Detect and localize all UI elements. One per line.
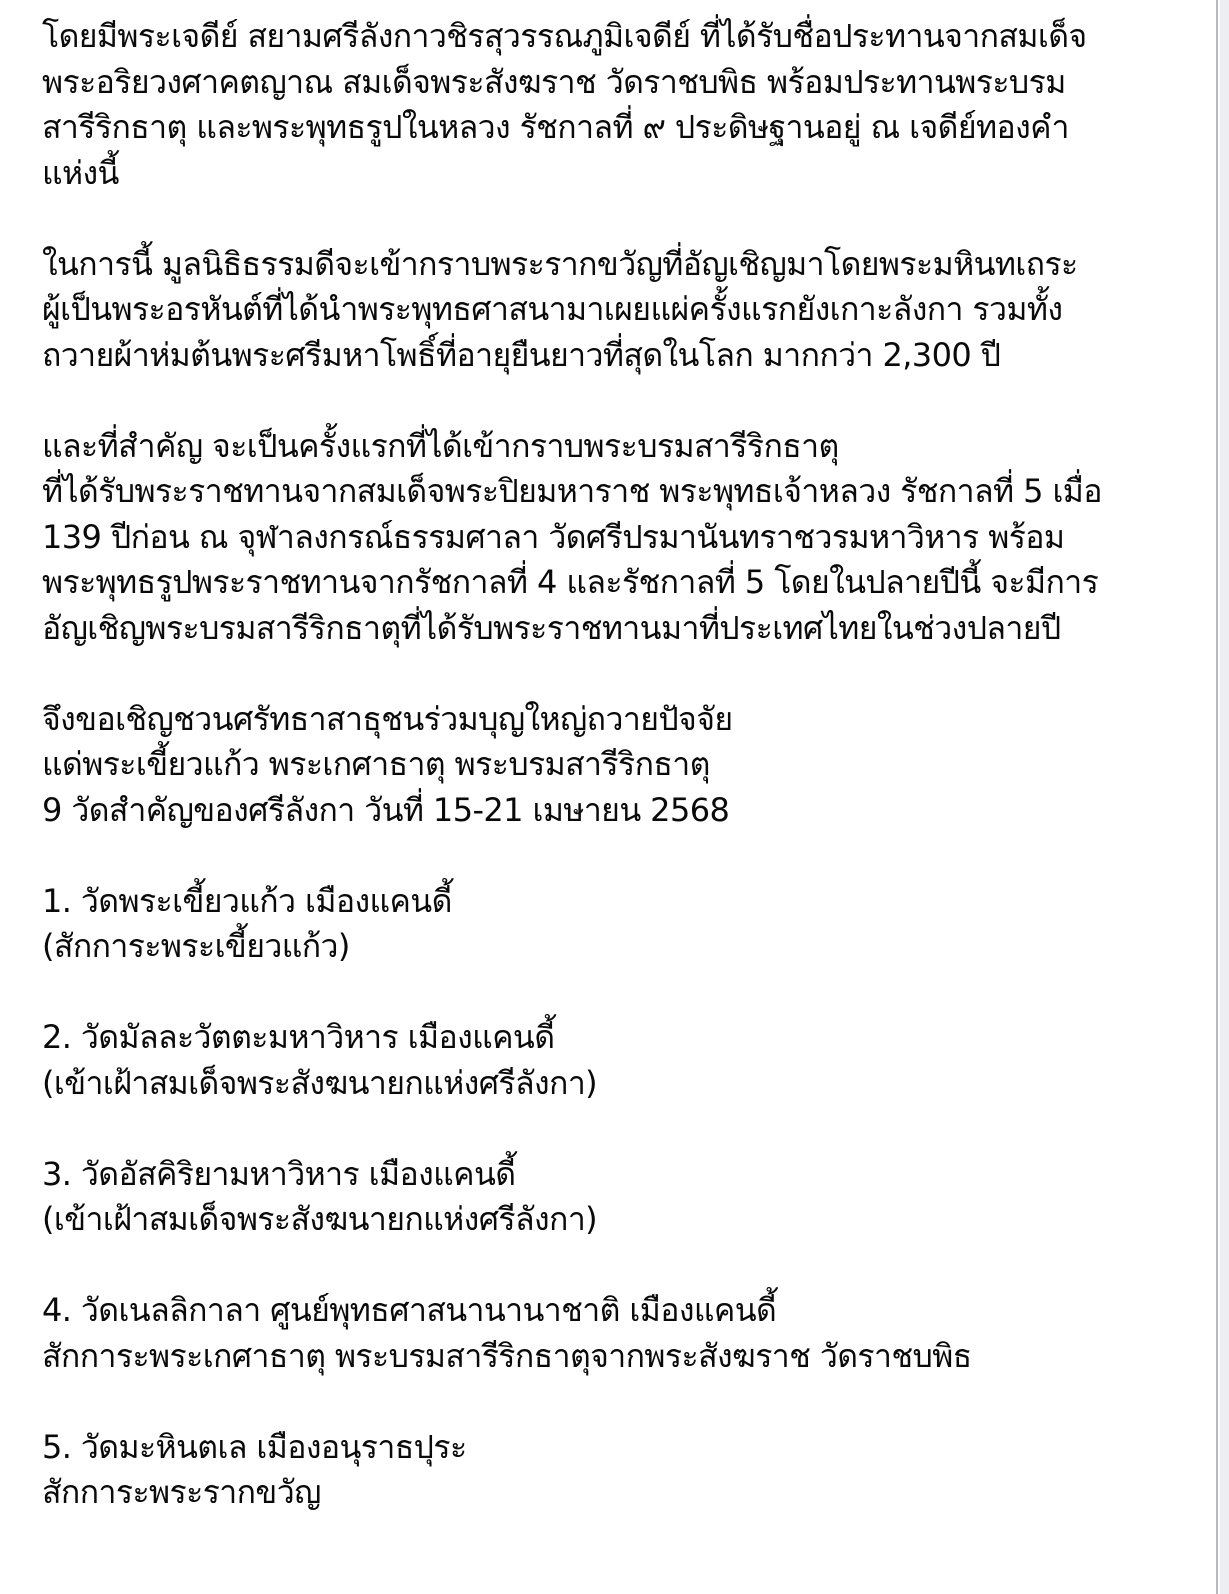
text-line: 1. วัดพระเขี้ยวแก้ว เมืองแคนดี้ bbox=[42, 881, 452, 920]
text-line: 5. วัดมะหินตเล เมืองอนุราธปุระ bbox=[42, 1427, 467, 1466]
paragraph-spacer bbox=[42, 1379, 1212, 1425]
text-line: โดยมีพระเจดีย์ สยามศรีลังกาวชิรสุวรรณภูมิเจดีย์ ที่ได้รับชื่อประทานจากสมเด็จ bbox=[42, 17, 1087, 55]
paragraph-spacer bbox=[42, 651, 1212, 697]
text-line: ถวายผ้าห่มต้นพระศรีมหาโพธิ์ที่อายุยืนยาวที่สุดในโลก มากกว่า 2,300 ปี bbox=[42, 335, 1001, 374]
paragraph-spacer bbox=[42, 970, 1212, 1016]
paragraph-foundation bbox=[42, 242, 1212, 379]
text-line: 4. วัดเนลลิกาลา ศูนย์พุทธศาสนานานาชาติ เมืองแคนดี้ bbox=[42, 1291, 777, 1329]
text-line: ผู้เป็นพระอรหันต์ที่ได้นำพระพุทธศาสนามาเผยแผ่ครั้งแรกยังเกาะลังกา รวมทั้ง bbox=[42, 290, 1063, 328]
text-line: สักการะพระรากขวัญ bbox=[42, 1473, 321, 1511]
text-line: 2. วัดมัลละวัตตะมหาวิหาร เมืองแคนดี้ bbox=[42, 1018, 555, 1056]
paragraph-spacer bbox=[42, 378, 1212, 424]
text-line: (เข้าเฝ้าสมเด็จพระสังฆนายกแห่งศรีลังกา) bbox=[42, 1200, 598, 1238]
text-line: ในการนี้ มูลนิธิธรรมดีจะเข้ากราบพระรากขวัญที่อัญเชิญมาโดยพระมหินทเถระ bbox=[42, 244, 1078, 283]
text-line: แห่งนี้ bbox=[42, 153, 119, 192]
post-text bbox=[42, 14, 1212, 1516]
paragraph-relics bbox=[42, 424, 1212, 652]
temple-item-1 bbox=[42, 879, 1212, 970]
text-line: (เข้าเฝ้าสมเด็จพระสังฆนายกแห่งศรีลังกา) bbox=[42, 1063, 598, 1102]
paragraph-invitation bbox=[42, 697, 1212, 834]
right-edge-strip bbox=[1220, 0, 1229, 1594]
temple-item-2 bbox=[42, 1015, 1212, 1106]
paragraph-spacer bbox=[42, 196, 1212, 242]
text-line: (สักการะพระเขี้ยวแก้ว) bbox=[42, 927, 350, 965]
text-line: ที่ได้รับพระราชทานจากสมเด็จพระปิยมหาราช พระพุทธเจ้าหลวง รัชกาลที่ 5 เมื่อ bbox=[42, 472, 1102, 510]
paragraph-spacer bbox=[42, 833, 1212, 879]
text-line: 9 วัดสำคัญของศรีลังกา วันที่ 15-21 เมษายน 2568 bbox=[42, 790, 730, 829]
paragraph-chedi bbox=[42, 14, 1212, 196]
temple-item-4 bbox=[42, 1288, 1212, 1379]
text-line: แด่พระเขี้ยวแก้ว พระเกศาธาตุ พระบรมสารีริกธาตุ bbox=[42, 745, 710, 783]
text-line: สารีริกธาตุ และพระพุทธรูปในหลวง รัชกาลที่ ๙ ประดิษฐานอยู่ ณ เจดีย์ทองคำ bbox=[42, 108, 1069, 146]
text-line: สักการะพระเกศาธาตุ พระบรมสารีริกธาตุจากพระสังฆราช วัดราชบพิธ bbox=[42, 1336, 972, 1375]
temple-item-5 bbox=[42, 1425, 1212, 1516]
text-line: และที่สำคัญ จะเป็นครั้งแรกที่ได้เข้ากราบพระบรมสารีริกธาตุ bbox=[42, 426, 839, 465]
paragraph-spacer bbox=[42, 1106, 1212, 1152]
text-line: พระพุทธรูปพระราชทานจากรัชกาลที่ 4 และรัชกาลที่ 5 โดยในปลายปีนี้ จะมีการ bbox=[42, 563, 1099, 601]
temple-item-3 bbox=[42, 1152, 1212, 1243]
text-line: พระอริยวงศาคตญาณ สมเด็จพระสังฆราช วัดราชบพิธ พร้อมประทานพระบรม bbox=[42, 62, 1066, 101]
text-line: จึงขอเชิญชวนศรัทธาสาธุชนร่วมบุญใหญ่ถวายปัจจัย bbox=[42, 699, 733, 738]
text-line: 139 ปีก่อน ณ จุฬาลงกรณ์ธรรมศาลา วัดศรีปรมานันทราชวรมหาวิหาร พร้อม bbox=[42, 517, 1065, 556]
paragraph-spacer bbox=[42, 1243, 1212, 1289]
text-line: 3. วัดอัสคิริยามหาวิหาร เมืองแคนดี้ bbox=[42, 1154, 516, 1193]
text-line: อัญเชิญพระบรมสารีริกธาตุที่ได้รับพระราชทานมาที่ประเทศไทยในช่วงปลายปี bbox=[42, 608, 1061, 647]
